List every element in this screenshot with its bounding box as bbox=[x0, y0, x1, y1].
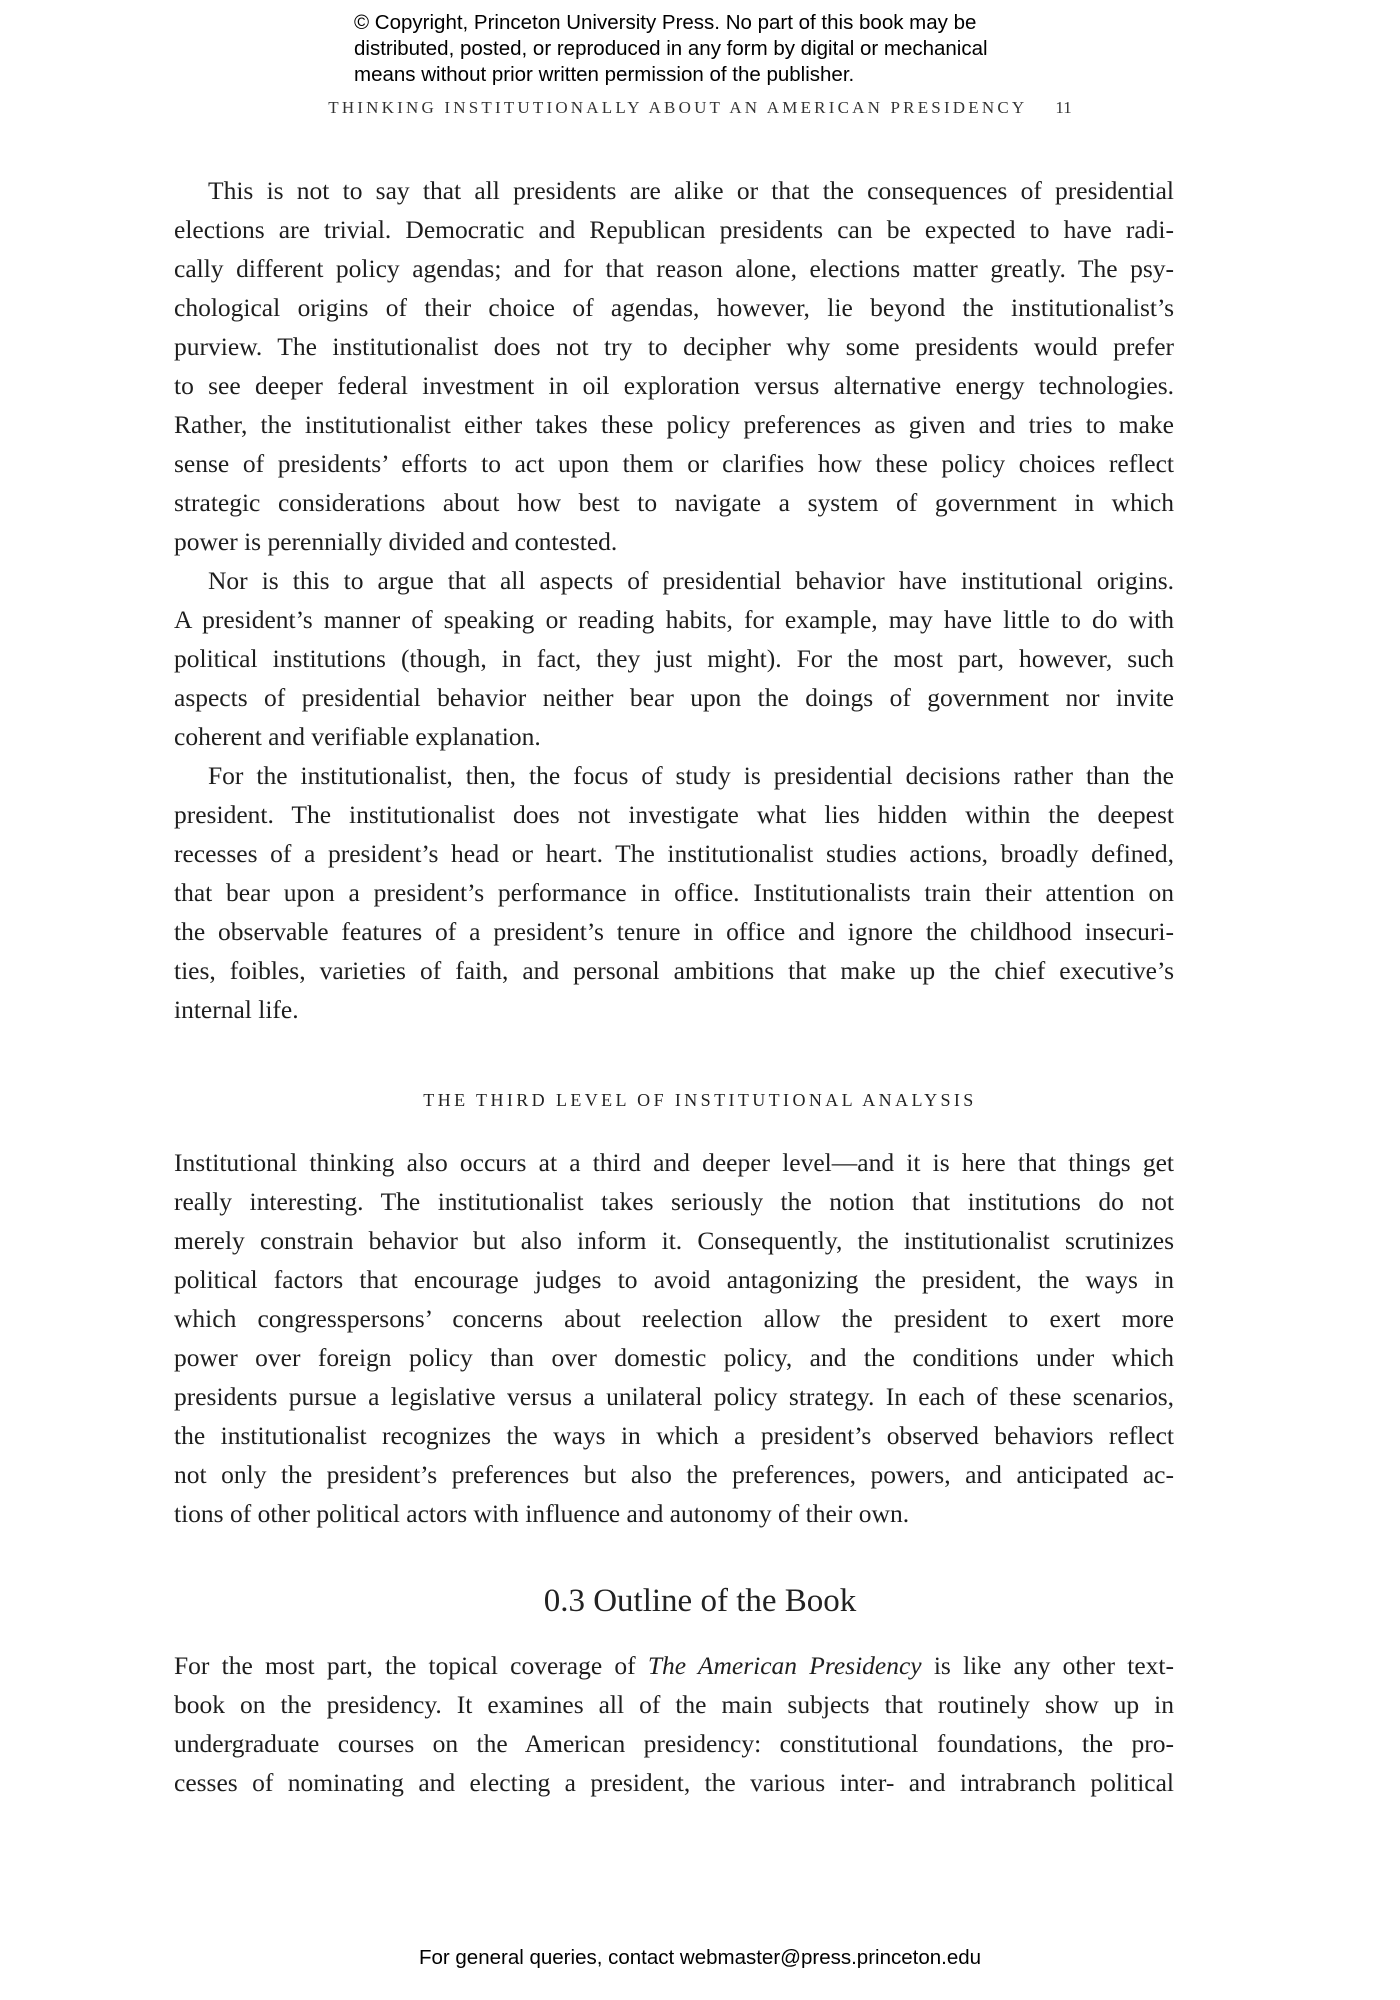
text-line: ties, foibles, varieties of faith, and personal ambitions that make up the chief executive’s bbox=[174, 956, 1174, 985]
running-head bbox=[0, 98, 1400, 118]
copyright-line: means without prior written permission of the publisher. bbox=[354, 63, 855, 86]
text-line: recesses of a president’s head or heart. The institutionalist studies actions, broadly defined, bbox=[174, 839, 1174, 868]
body-text-block-1 bbox=[174, 171, 1174, 1029]
text-line: that bear upon a president’s performance in office. Institutionalists train their attention on bbox=[174, 878, 1174, 907]
text-line: sense of presidents’ efforts to act upon them or clarifies how these policy choices reflect bbox=[174, 449, 1174, 478]
text-line: merely constrain behavior but also inform it. Consequently, the institutionalist scrutinizes bbox=[174, 1226, 1174, 1255]
text-run: For the most part, the topical coverage of bbox=[174, 1651, 648, 1680]
text-line: aspects of presidential behavior neither bear upon the doings of government nor invite bbox=[174, 683, 1174, 712]
text-line: Nor is this to argue that all aspects of presidential behavior have institutional origins. bbox=[208, 566, 1174, 595]
text-line: book on the presidency. It examines all of the main subjects that routinely show up in bbox=[174, 1690, 1174, 1719]
copyright-notice bbox=[354, 10, 988, 88]
text-line: strategic considerations about how best to navigate a system of government in which bbox=[174, 488, 1174, 517]
text-line: the observable features of a president’s tenure in office and ignore the childhood insecuri- bbox=[174, 917, 1174, 946]
text-line: elections are trivial. Democratic and Republican presidents can be expected to have radi- bbox=[174, 215, 1174, 244]
text-line: chological origins of their choice of agendas, however, lie beyond the institutionalist’s bbox=[174, 293, 1174, 322]
text-line: internal life. bbox=[174, 995, 299, 1024]
text-line: political factors that encourage judges to avoid antagonizing the president, the ways in bbox=[174, 1265, 1174, 1294]
text-line: purview. The institutionalist does not try to decipher why some presidents would prefer bbox=[174, 332, 1174, 361]
text-line: For the institutionalist, then, the focus of study is presidential decisions rather than the bbox=[208, 761, 1174, 790]
body-text-block-2 bbox=[174, 1143, 1174, 1533]
running-head-title: THINKING INSTITUTIONALLY ABOUT AN AMERICAN PRESIDENCY bbox=[328, 98, 1028, 117]
copyright-line: distributed, posted, or reproduced in any form by digital or mechanical bbox=[354, 37, 988, 60]
body-text-block-3 bbox=[174, 1646, 1174, 1802]
page-number: 11 bbox=[1055, 98, 1072, 117]
text-line: not only the president’s preferences but also the preferences, powers, and anticipated ac- bbox=[174, 1460, 1174, 1489]
text-line: cesses of nominating and electing a president, the various inter- and intrabranch political bbox=[174, 1768, 1174, 1797]
text-line: presidents pursue a legislative versus a unilateral policy strategy. In each of these scenarios, bbox=[174, 1382, 1174, 1411]
text-line: Institutional thinking also occurs at a third and deeper level—and it is here that things get bbox=[174, 1148, 1174, 1177]
text-line: really interesting. The institutionalist takes seriously the notion that institutions do not bbox=[174, 1187, 1174, 1216]
book-title: The American Presidency bbox=[647, 1651, 922, 1680]
text-line: This is not to say that all presidents are alike or that the consequences of presidential bbox=[208, 176, 1174, 205]
text-line: the institutionalist recognizes the ways in which a president’s observed behaviors reflect bbox=[174, 1421, 1174, 1450]
text-line: tions of other political actors with influence and autonomy of their own. bbox=[174, 1499, 910, 1528]
text-line: power is perennially divided and contested. bbox=[174, 527, 618, 556]
copyright-line: © Copyright, Princeton University Press. No part of this book may be bbox=[354, 11, 977, 34]
text-line: president. The institutionalist does not investigate what lies hidden within the deepest bbox=[174, 800, 1174, 829]
text-line: A president’s manner of speaking or reading habits, for example, may have little to do with bbox=[174, 605, 1174, 634]
text-line bbox=[174, 1646, 1174, 1685]
text-line: undergraduate courses on the American presidency: constitutional foundations, the pro- bbox=[174, 1729, 1174, 1758]
text-line: Rather, the institutionalist either takes these policy preferences as given and tries to make bbox=[174, 410, 1174, 439]
text-line: political institutions (though, in fact, they just might). For the most part, however, such bbox=[174, 644, 1174, 673]
footer-contact: For general queries, contact webmaster@press.princeton.edu bbox=[418, 1946, 982, 1969]
text-line: cally different policy agendas; and for that reason alone, elections matter greatly. The psy- bbox=[174, 254, 1174, 283]
text-line: power over foreign policy than over domestic policy, and the conditions under which bbox=[174, 1343, 1174, 1372]
text-line: coherent and verifiable explanation. bbox=[174, 722, 541, 751]
text-run: is like any other text- bbox=[921, 1651, 1174, 1680]
subsection-heading: THE THIRD LEVEL OF INSTITUTIONAL ANALYSIS bbox=[423, 1090, 977, 1110]
text-line: which congresspersons’ concerns about reelection allow the president to exert more bbox=[174, 1304, 1174, 1333]
section-heading: 0.3 Outline of the Book bbox=[543, 1583, 857, 1619]
text-line: to see deeper federal investment in oil exploration versus alternative energy technologies. bbox=[174, 371, 1174, 400]
